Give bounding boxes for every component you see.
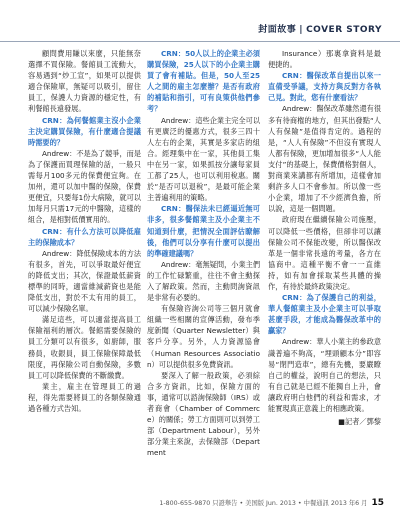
section-header — [258, 22, 382, 35]
body-paragraph: 政府現在繼續保險公司施壓，可以降低一些價格，但卻非可以讓保險公司不保能改變，所以醫保改革是一個非常長遠的考量，各方在協商中。這種平衡不會一一直維持，如有加會採取某些具體的操作，有待於最終政策決定。 — [268, 215, 381, 291]
body-paragraph: Andrew：不是為了競爭，而是為了保護而買理保險的話，一般只需每月100多元的保費便宜夠。在加州，還可以加中醫的保險，保費更便宜，只要每1份大病險，就可以加每月只需17元的中醫險，這樣的組合，是相對低價實用的。 — [28, 148, 142, 225]
body-paragraph: 要深入了解一般政策，必須綜合多方資訊，比如，保險方面的事，通常可以諮詢保險師（IRS）或者商會（Chamber of Commerce）的關係；勞工方面則可以到勞工部（Department Labour），另外部分業主來說，去保險部（Department — [147, 370, 260, 458]
question-paragraph: CRN：有什么方法可以降低雇主的保險成本？ — [28, 226, 141, 247]
header-separator: | — [299, 25, 304, 35]
article-column-3 — [268, 48, 381, 427]
article-column-2 — [147, 48, 260, 458]
body-paragraph: Andrew：華人小業主的參政意識普遍不夠高，“埋頭顧本分”即容易“閉門造車”，總有先機，要嚴瞭自己的權益，說明自己的想法，只有自己就是已經不能獨自上升，會讓政府明白他們的利益和需求，才能實現真正意義上的相應政策。 — [268, 337, 382, 413]
page-number: 15 — [371, 498, 384, 508]
question-paragraph: CRN：為了保護自己的利益，華人餐館業主及小企業主可以爭取甚麼手段，才能成為醫保改革中的贏家？ — [268, 293, 381, 336]
question-paragraph: CRN：醫保法未已經逼近無可非多，很多餐館業主及小企業主不知道到什麼，把情況全面評估瞭解後，他們可以分享有什麼可以提出的準確建議嗎？ — [147, 204, 260, 258]
body-paragraph: Andrew：醫保改革雖然還有很多有待商権的地方，但其出發點“人人有保險”是值得肯定的。過程的是，“人人有保險”不但沒有實現人人都有保險，更加增加很多“人人能支付”的基礎上，保費價格對個人，對商業來講都有所增加，這樣會加剩許多人口不會參加。所以像一些小企業，增加了不少經濟負擔，所以說，這是一個問題。 — [268, 104, 382, 214]
body-paragraph: 滿足這些，可以適當提高員工保險福利的層次。餐館需要保險的員工分類可以有很多，如廚師，服務員，收銀員，員工保險保障最低限度，再保險公司自動保險，多數員工可以降低保費的不斷繳費。 — [28, 315, 141, 380]
body-paragraph: 顧問費用賺以來麼，只能無奈選擇不買保險。餐館員工流動大，容易遇到“炒工宣”，如果可以提供適合保險單，無疑可以吸引，留住員工，保護人力資源的穩定性，有利餐館長遠發展。 — [28, 49, 141, 114]
section-header-en: COVER STORY — [306, 25, 382, 35]
footer-text: 1-800-655-9870 只證舉告 • 美国版 Jun. 2013 • 中餐通訊 2013 年6 月 — [159, 500, 368, 507]
page-footer — [0, 498, 384, 508]
body-paragraph: 有保險咨詢公司等三個月就會組織一些相關的宣傳活動，發布季度新聞（Quarter Newsletter）與客戶分享。另外，人力資源協會（Human Resources Association）可以提供很多免費資訊。 — [147, 304, 260, 369]
question-paragraph: CRN：為何餐館業主沒小企業主決定購買保險，有什麼適合提議時需要的？ — [28, 115, 141, 147]
body-paragraph: Andrew：降低保險成本的方法有很多，首先，可以爭取最好便宜的降低支出；其次，保證最低薪資標準的同時，適當維減薪資也是能降低支出，對於不太有用的員工，可以減少保險名單。 — [28, 248, 142, 314]
question-paragraph: CRN：50人以上的企業主必須購買保險，25人以下的小企業主購買了會有補貼。但是，50人至25人之間的雇主怎麼辦？是否有政府的補貼和指引，可有良策供他們參考？ — [147, 49, 260, 114]
body-paragraph: Andrew：這些企業主完全可以有更廣泛的優惠方式，很多三四十人左右的企業，其實是多家店的組合。經理集中在一家，其他員工集中在另一家，如果抓按分讓每家員工都了25人，也可以利用稅惠。關於“是否可以退稅”，是最可能企業主普遍利用的策略。 — [147, 115, 261, 203]
section-header-cn: 封面故事 — [258, 25, 297, 35]
article-column-1 — [28, 48, 141, 414]
question-paragraph: CRN：醫保改革自提出以來一直備受爭議，支持方與反對方各執己見。對此，您有什麼看法？ — [268, 71, 381, 103]
author-credit: ■記者／鄧黎 — [338, 417, 381, 427]
body-paragraph: Andrew：毫無疑問，小業主們的工作忙碌繁重，往往不會主動探入了解政策。然而，主動問詢資訊是非常有必要的。 — [147, 259, 261, 303]
body-paragraph: Insurance）那裏拿資料是最便捷的。 — [268, 49, 381, 70]
body-paragraph: 業主，雇主在管理員工的過程，得先需要將員工的各類保險通過各種方式告知。 — [28, 381, 141, 413]
